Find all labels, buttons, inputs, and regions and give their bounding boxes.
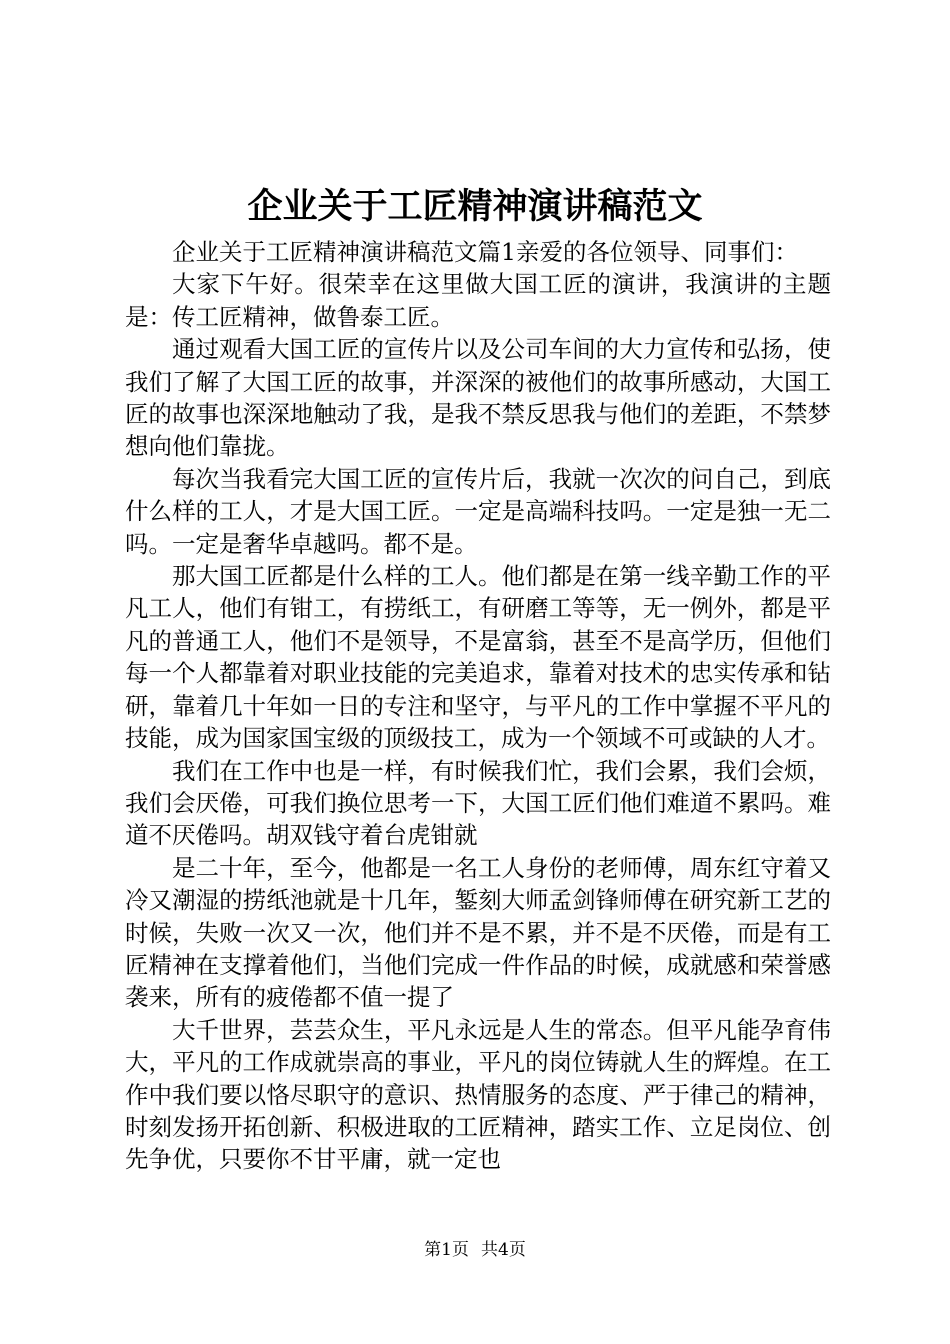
paragraph-8: 大千世界，芸芸众生，平凡永远是人生的常态。但平凡能孕育伟大，平凡的工作成就崇高的事业，平凡的岗位铸就人生的辉煌。在工作中我们要以恪尽职守的意识、热情服务的态度、严于律己的精神，时刻发扬开拓创新、积极进取的工匠精神，踏实工作、立足岗位、创先争优，只要你不甘平庸，就一定也	[125, 1015, 831, 1174]
paragraph-4: 每次当我看完大国工匠的宣传片后，我就一次次的问自己，到底什么样的工人，才是大国工匠。一定是高端科技吗。一定是独一无二吗。一定是奢华卓越吗。都不是。	[125, 464, 831, 558]
paragraph-3: 通过观看大国工匠的宣传片以及公司车间的大力宣传和弘扬，使我们了解了大国工匠的故事，并深深的被他们的故事所感动，大国工匠的故事也深深地触动了我，是我不禁反思我与他们的差距，不禁梦想向他们靠拢。	[125, 335, 831, 461]
paragraph-1: 企业关于工匠精神演讲稿范文篇1亲爱的各位领导、同事们：	[172, 238, 798, 266]
paragraph-6: 我们在工作中也是一样，有时候我们忙，我们会累，我们会烦，我们会厌倦，可我们换位思考一下，大国工匠们他们难道不累吗。难道不厌倦吗。胡双钱守着台虎钳就	[125, 756, 831, 850]
paragraph-2: 大家下午好。很荣幸在这里做大国工匠的演讲，我演讲的主题是：传工匠精神，做鲁泰工匠。	[125, 270, 831, 331]
page-footer	[0, 1238, 950, 1262]
document-body	[125, 236, 831, 1176]
document-title: 企业关于工匠精神演讲稿范文	[247, 186, 703, 227]
page-total: 共4页	[481, 1240, 526, 1260]
paragraph-7: 是二十年，至今，他都是一名工人身份的老师傅，周东红守着又冷又潮湿的捞纸池就是十几年，錾刻大师孟剑锋师傅在研究新工艺的时候，失败一次又一次，他们并不是不累，并不是不厌倦，而是有工匠精神在支撑着他们，当他们完成一件作品的时候，成就感和荣誉感袭来，所有的疲倦都不值一提了	[125, 853, 831, 1012]
paragraph-5: 那大国工匠都是什么样的工人。他们都是在第一线辛勤工作的平凡工人，他们有钳工，有捞纸工，有研磨工等等，无一例外，都是平凡的普通工人，他们不是领导，不是富翁，甚至不是高学历，但他们每一个人都靠着对职业技能的完美追求，靠着对技术的忠实传承和钻研，靠着几十年如一日的专注和坚守，与平凡的工作中掌握不平凡的技能，成为国家国宝级的顶级技工，成为一个领域不可或缺的人才。	[125, 562, 831, 753]
page-number: 第1页	[424, 1240, 469, 1260]
